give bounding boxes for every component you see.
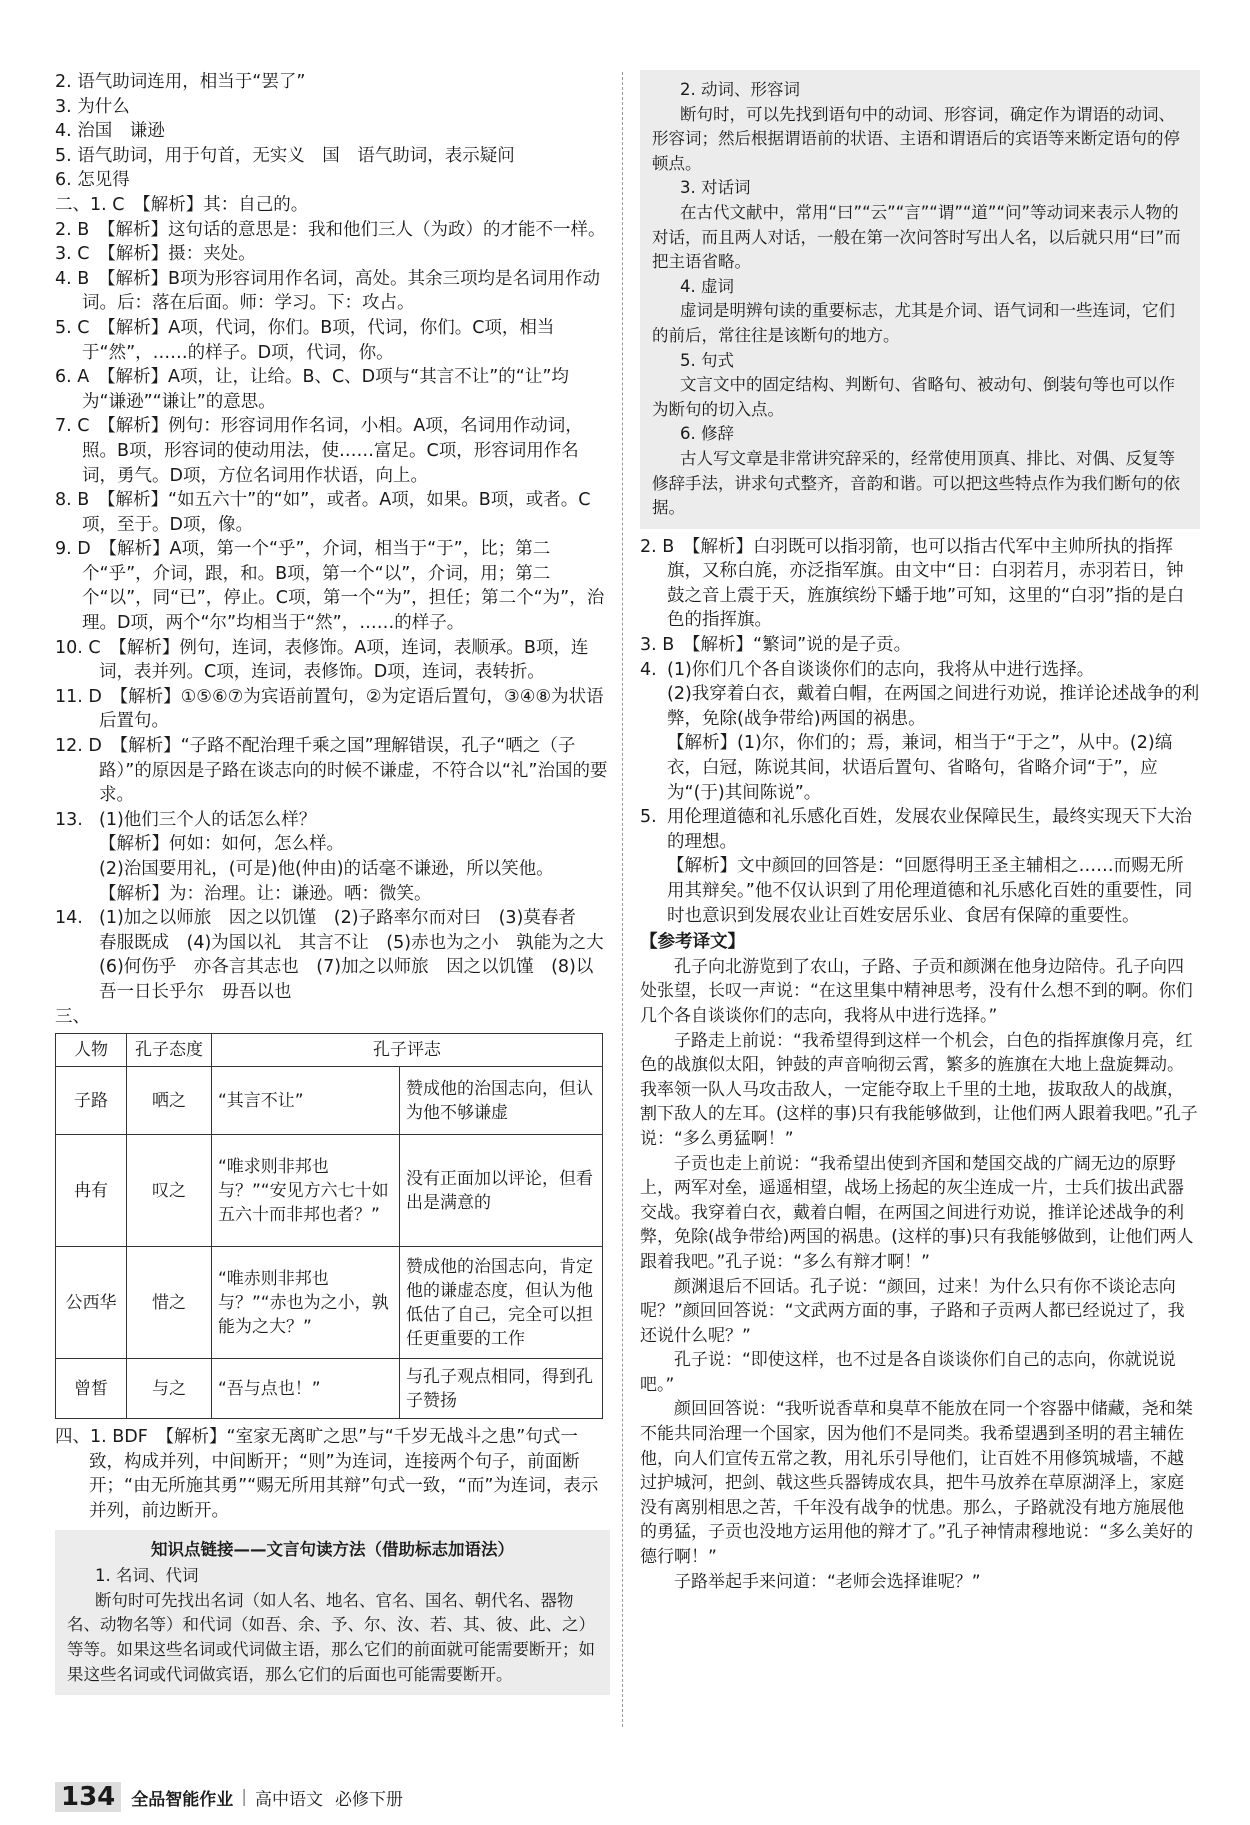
question-14: [55, 906, 622, 1004]
translation-paragraph: 子贡也走上前说：“我希望出使到齐国和楚国交战的广阔无边的原野上，两军对垒，遥遥相望，战场上扬起的灰尘连成一片，士兵们拔出武器交战。我穿着白衣，戴着白帽，在两国之间进行劝说，推详论述战争的利弊，免除(战争带给)两国的祸患。(这样的事)只有我能够做到，让他们两人跟着我吧。”孔子说：“多么有辩才啊！”: [640, 1153, 1194, 1272]
table-cell: 惜之: [127, 1247, 212, 1359]
question-number: 13.: [55, 809, 83, 830]
question-number: 14.: [55, 908, 83, 929]
box-subheading: 2. 动词、形容词: [680, 80, 800, 99]
box-paragraph: 虚词是明辨句读的重要标志，尤其是介词、语气词和一些连词，它们的前后，常往往是该断句的地方。: [652, 301, 1175, 345]
evaluation-table: [55, 1033, 603, 1419]
table-row: [56, 1247, 603, 1359]
table-cell: “唯求则非邦也与？”“安见方六七十如五六十而非邦也者？”: [212, 1135, 400, 1247]
table-header: 孔子评志: [212, 1034, 603, 1067]
answer-item: 2. B 【解析】白羽既可以指羽箭，也可以指古代军中主帅所执的指挥旗，又称白旄，亦泛指军旗。由文中“日：白羽若月，赤羽若日，钟鼓之音上震于天，旌旗缤纷下蟠于地”可知，这里的“白羽”指的是白色的指挥旗。: [640, 536, 1185, 631]
table-cell: 子路: [56, 1067, 127, 1135]
translation-paragraph: 孔子说：“即使这样，也不过是各自谈谈你们自己的志向，你就说说吧。”: [640, 1350, 1176, 1395]
reference-translation-title: 【参考译文】: [640, 932, 745, 953]
analysis-line: 【解析】(1)尔，你们的；焉，兼词，相当于“于之”，从中。(2)缟衣，白冠，陈说其间，状语后置句、省略句，省略介词“于”，应为“(于)其间陈说”。: [667, 733, 1173, 803]
translation-paragraph: 子路走上前说：“我希望得到这样一个机会，白色的指挥旗像月亮，红色的战旗似太阳，钟鼓的声音响彻云霄，繁多的旌旗在大地上盘旋舞动。我率领一队人马攻击敌人，一定能夺取上千里的土地，拔取敌人的战旗，割下敌人的左耳。(这样的事)只有我能够做到，让他们两人跟着我吧。”孔子说：“多么勇猛啊！”: [640, 1030, 1198, 1149]
answer-item: 3. C 【解析】摄：夹处。: [55, 244, 256, 265]
answer-item: 6. A 【解析】A项，让，让给。B、C、D项与“其言不让”的“让”均为“谦逊”“谦让”的意思。: [55, 367, 569, 412]
left-column: [55, 70, 622, 1701]
answer-item: 9. D 【解析】A项，第一个“乎”，介词，相当于“于”，比；第二个“乎”，介词，跟，和。B项，第一个“以”，介词，用；第二个“以”，同“已”，停止。C项，第一个“为”，担任；第二个“为”，治理。D项，两个“尔”均相当于“然”，……的样子。: [55, 539, 605, 634]
table-row: [56, 1135, 603, 1247]
answer-line: (1)加之以师旅 因之以饥馑 (2)子路率尔而对曰 (3)莫春者 春服既成 (4)为国以礼 其言不让 (5)赤也为之小 孰能为之大 (6)何伤乎 亦各言其志也 (7)加之以师旅 因之以饥馑 (8)以吾一日长乎尔 毋吾以也: [99, 908, 622, 1002]
answer-line: (1)你们几个各自谈谈你们的志向，我将从中进行选择。: [667, 659, 1095, 680]
translation-paragraph: 颜回回答说：“我听说香草和臭草不能放在同一个容器中储藏，尧和桀不能共同治理一个国家，因为他们不是同类。我希望遇到圣明的君主辅佐他，向人们宣传五常之教，用礼乐引导他们，让百姓不用修筑城墙，不越过护城河，把剑、戟这些兵器铸成农具，把牛马放养在草原湖泽上，家庭没有离别相思之苦，千年没有战争的忧患。那么，子路就没有地方施展他的勇猛，子贡也没地方运用他的辩才了。”孔子神情肃穆地说：“多么美好的德行啊！”: [640, 1399, 1194, 1568]
box-subheading: 5. 句式: [680, 350, 734, 370]
box-subheading: 4. 虚词: [680, 276, 734, 296]
answer-item: 4. 治国 谦逊: [55, 121, 165, 142]
box-paragraph: 古人写文章是非常讲究辞采的，经常使用顶真、排比、对偶、反复等修辞手法，讲求句式整齐，音韵和谐。可以把这些特点作为我们断句的依据。: [652, 448, 1180, 518]
answer-item: 5. C 【解析】A项，代词，你们。B项，代词，你们。C项，相当于“然”，……的样子。D项，代词，你。: [55, 317, 555, 363]
table-cell: 与之: [127, 1359, 212, 1419]
column-divider: [622, 72, 623, 1727]
answer-item: 11. D 【解析】①⑤⑥⑦为宾语前置句，②为定语后置句，③④⑧为状语后置句。: [55, 686, 604, 732]
table-cell: 叹之: [127, 1135, 212, 1247]
box-subheading: 1. 名词、代词: [95, 1566, 199, 1586]
table-cell: 冉有: [56, 1135, 127, 1247]
box-paragraph: 在古代文献中，常用“曰”“云”“言”“谓”“道”“问”等动词来表示人物的对话，而且两人对话，一般在第一次问答时写出人名，以后就只用“曰”而把主语省略。: [652, 202, 1181, 272]
box-title: 知识点链接——文言句读方法（借助标志加语法）: [151, 1539, 514, 1559]
table-cell: 没有正面加以评论，但看出是满意的: [400, 1135, 603, 1247]
answer-item: 6. 怎见得: [55, 170, 130, 191]
box-paragraph: 断句时，可以先找到语句中的动词、形容词，确定作为谓语的动词、形容词；然后根据谓语前的状语、主语和谓语后的宾语等来断定语句的停顿点。: [652, 104, 1180, 173]
box-paragraph: 文言文中的固定结构、判断句、省略句、被动句、倒装句等也可以作为断句的切入点。: [652, 375, 1175, 419]
answer-item: 3. B 【解析】“繁词”说的是子贡。: [640, 635, 912, 656]
answer-item: 12. D 【解析】“子路不配治理千乘之国”理解错误，孔子“哂之（子路）”的原因是子路在谈志向的时候不谦虚，不符合以“礼”治国的要求。: [55, 736, 608, 806]
table-row: [56, 1067, 603, 1135]
table-header: 人物: [56, 1034, 127, 1067]
answer-line: (2)治国要用礼，(可是)他(仲由)的话毫不谦逊，所以笑他。: [99, 859, 554, 879]
answer-line: (2)我穿着白衣，戴着白帽，在两国之间进行劝说，推详论述战争的利弊，免除(战争带给)两国的祸患。: [667, 684, 1200, 729]
table-header-row: [56, 1034, 603, 1067]
answer-item: 3. 为什么: [55, 96, 130, 117]
volume-label: 必修下册: [335, 1789, 404, 1810]
question-4: [640, 658, 1200, 806]
table-header: 孔子态度: [127, 1034, 212, 1067]
answer-item: 7. C 【解析】例句：形容词用作名词，小相。A项，名词用作动词，照。B项，形容词的使动用法，使……富足。C项，形容词用作名词，勇气。D项，方位名词用作状语，向上。: [55, 416, 583, 486]
translation-paragraph: 孔子向北游览到了农山，子路、子贡和颜渊在他身边陪侍。孔子向四处张望，长叹一声说：“在这里集中精神思考，没有什么想不到的啊。你们几个各自谈谈你们的志向，我将从中进行选择。”: [640, 956, 1193, 1026]
analysis-line: 【解析】为：治理。让：谦逊。哂：微笑。: [99, 883, 432, 904]
question-number: 4.: [640, 659, 657, 680]
table-cell: 哂之: [127, 1067, 212, 1135]
page-number: 134: [55, 1782, 121, 1812]
analysis-line: 【解析】文中颜回的回答是：“回愿得明王圣主辅相之……而赐无所用其辩矣。”他不仅认识到了用伦理道德和礼乐感化百姓的重要性，同时也意识到发展农业让百姓安居乐业、食居有保障的重要性。: [667, 856, 1193, 926]
table-row: [56, 1359, 603, 1419]
table-cell: 赞成他的治国志向，肯定他的谦虚态度，但认为他低估了自己，完全可以担任更重要的工作: [400, 1247, 603, 1359]
table-cell: “吾与点也！”: [212, 1359, 400, 1419]
answer-item: 2. B 【解析】这句话的意思是：我和他们三人（为政）的才能不一样。: [55, 219, 606, 240]
table-cell: 公西华: [56, 1247, 127, 1359]
question-number: 5.: [640, 807, 657, 828]
analysis-line: 【解析】何如：如何，怎么样。: [99, 834, 344, 855]
answer-item: 四、1. BDF 【解析】“室家无离旷之思”与“千岁无战斗之患”句式一致，构成并列，中间断开；“则”为连词，连接两个句子，前面断开；“由无所施其勇”“赐无所用其辩”句式一致，“而”为连词，表示并列，前边断开。: [55, 1427, 599, 1521]
right-column: [640, 70, 1200, 1594]
subject-label: 高中语文: [255, 1789, 324, 1810]
box-paragraph: 断句时可先找出名词（如人名、地名、官名、国名、朝代名、器物名、动物名等）和代词（如吾、余、予、尔、汝、若、其、彼、此、之）等等。如果这些名词或代词做主语，那么它们的前面就可能需要断开；如果这些名词或代词做宾语，那么它们的后面也可能需要断开。: [67, 1590, 595, 1684]
box-subheading: 6. 修辞: [680, 424, 734, 444]
table-cell: 赞成他的治国志向，但认为他不够谦虚: [400, 1067, 603, 1135]
translation-paragraph: 颜渊退后不回话。孔子说：“颜回，过来！为什么只有你不谈论志向呢？”颜回回答说：“文武两方面的事，子路和子贡两人都已经说过了，我还说什么呢？”: [640, 1276, 1185, 1346]
table-cell: 曾皙: [56, 1359, 127, 1419]
answer-item: 5. 语气助词，用于句首，无实义 国 语气助词，表示疑问: [55, 145, 515, 166]
table-cell: 与孔子观点相同，得到孔子赞扬: [400, 1359, 603, 1419]
question-5: [640, 805, 1200, 928]
page-footer: [55, 1782, 403, 1812]
translation-paragraph: 子路举起手来问道：“老师会选择谁呢？”: [674, 1571, 981, 1592]
box-subheading: 3. 对话词: [680, 178, 751, 198]
answer-item: 10. C 【解析】例句，连词，表修饰。A项，连词，表顺承。B项，连词，表并列。C项，连词，表修饰。D项，连词，表转折。: [55, 637, 589, 683]
book-title: 全品智能作业: [131, 1789, 234, 1810]
answer-item: 8. B 【解析】“如五六十”的“如”，或者。A项，如果。B项，或者。C项，至于。D项，像。: [55, 490, 591, 535]
answer-item: 二、1. C 【解析】其：自己的。: [55, 194, 309, 215]
answer-line: 用伦理道德和礼乐感化百姓，发展农业保障民生，最终实现天下大治的理想。: [667, 807, 1192, 852]
section-heading: 三、: [55, 1006, 90, 1027]
answer-line: (1)他们三个人的话怎么样？: [99, 809, 317, 830]
table-cell: “唯赤则非邦也与？”“赤也为之小，孰能为之大？”: [212, 1247, 400, 1359]
knowledge-link-box: [55, 1530, 610, 1696]
question-13: [55, 808, 610, 906]
answer-item: 2. 语气助词连用，相当于“罢了”: [55, 72, 306, 92]
answer-item: 4. B 【解析】B项为形容词用作名词，高处。其余三项均是名词用作动词。后：落在后面。师：学习。下：攻占。: [55, 268, 601, 314]
table-cell: “其言不让”: [212, 1067, 400, 1135]
knowledge-link-box-continued: [640, 70, 1200, 529]
footer-separator: |: [241, 1787, 248, 1807]
